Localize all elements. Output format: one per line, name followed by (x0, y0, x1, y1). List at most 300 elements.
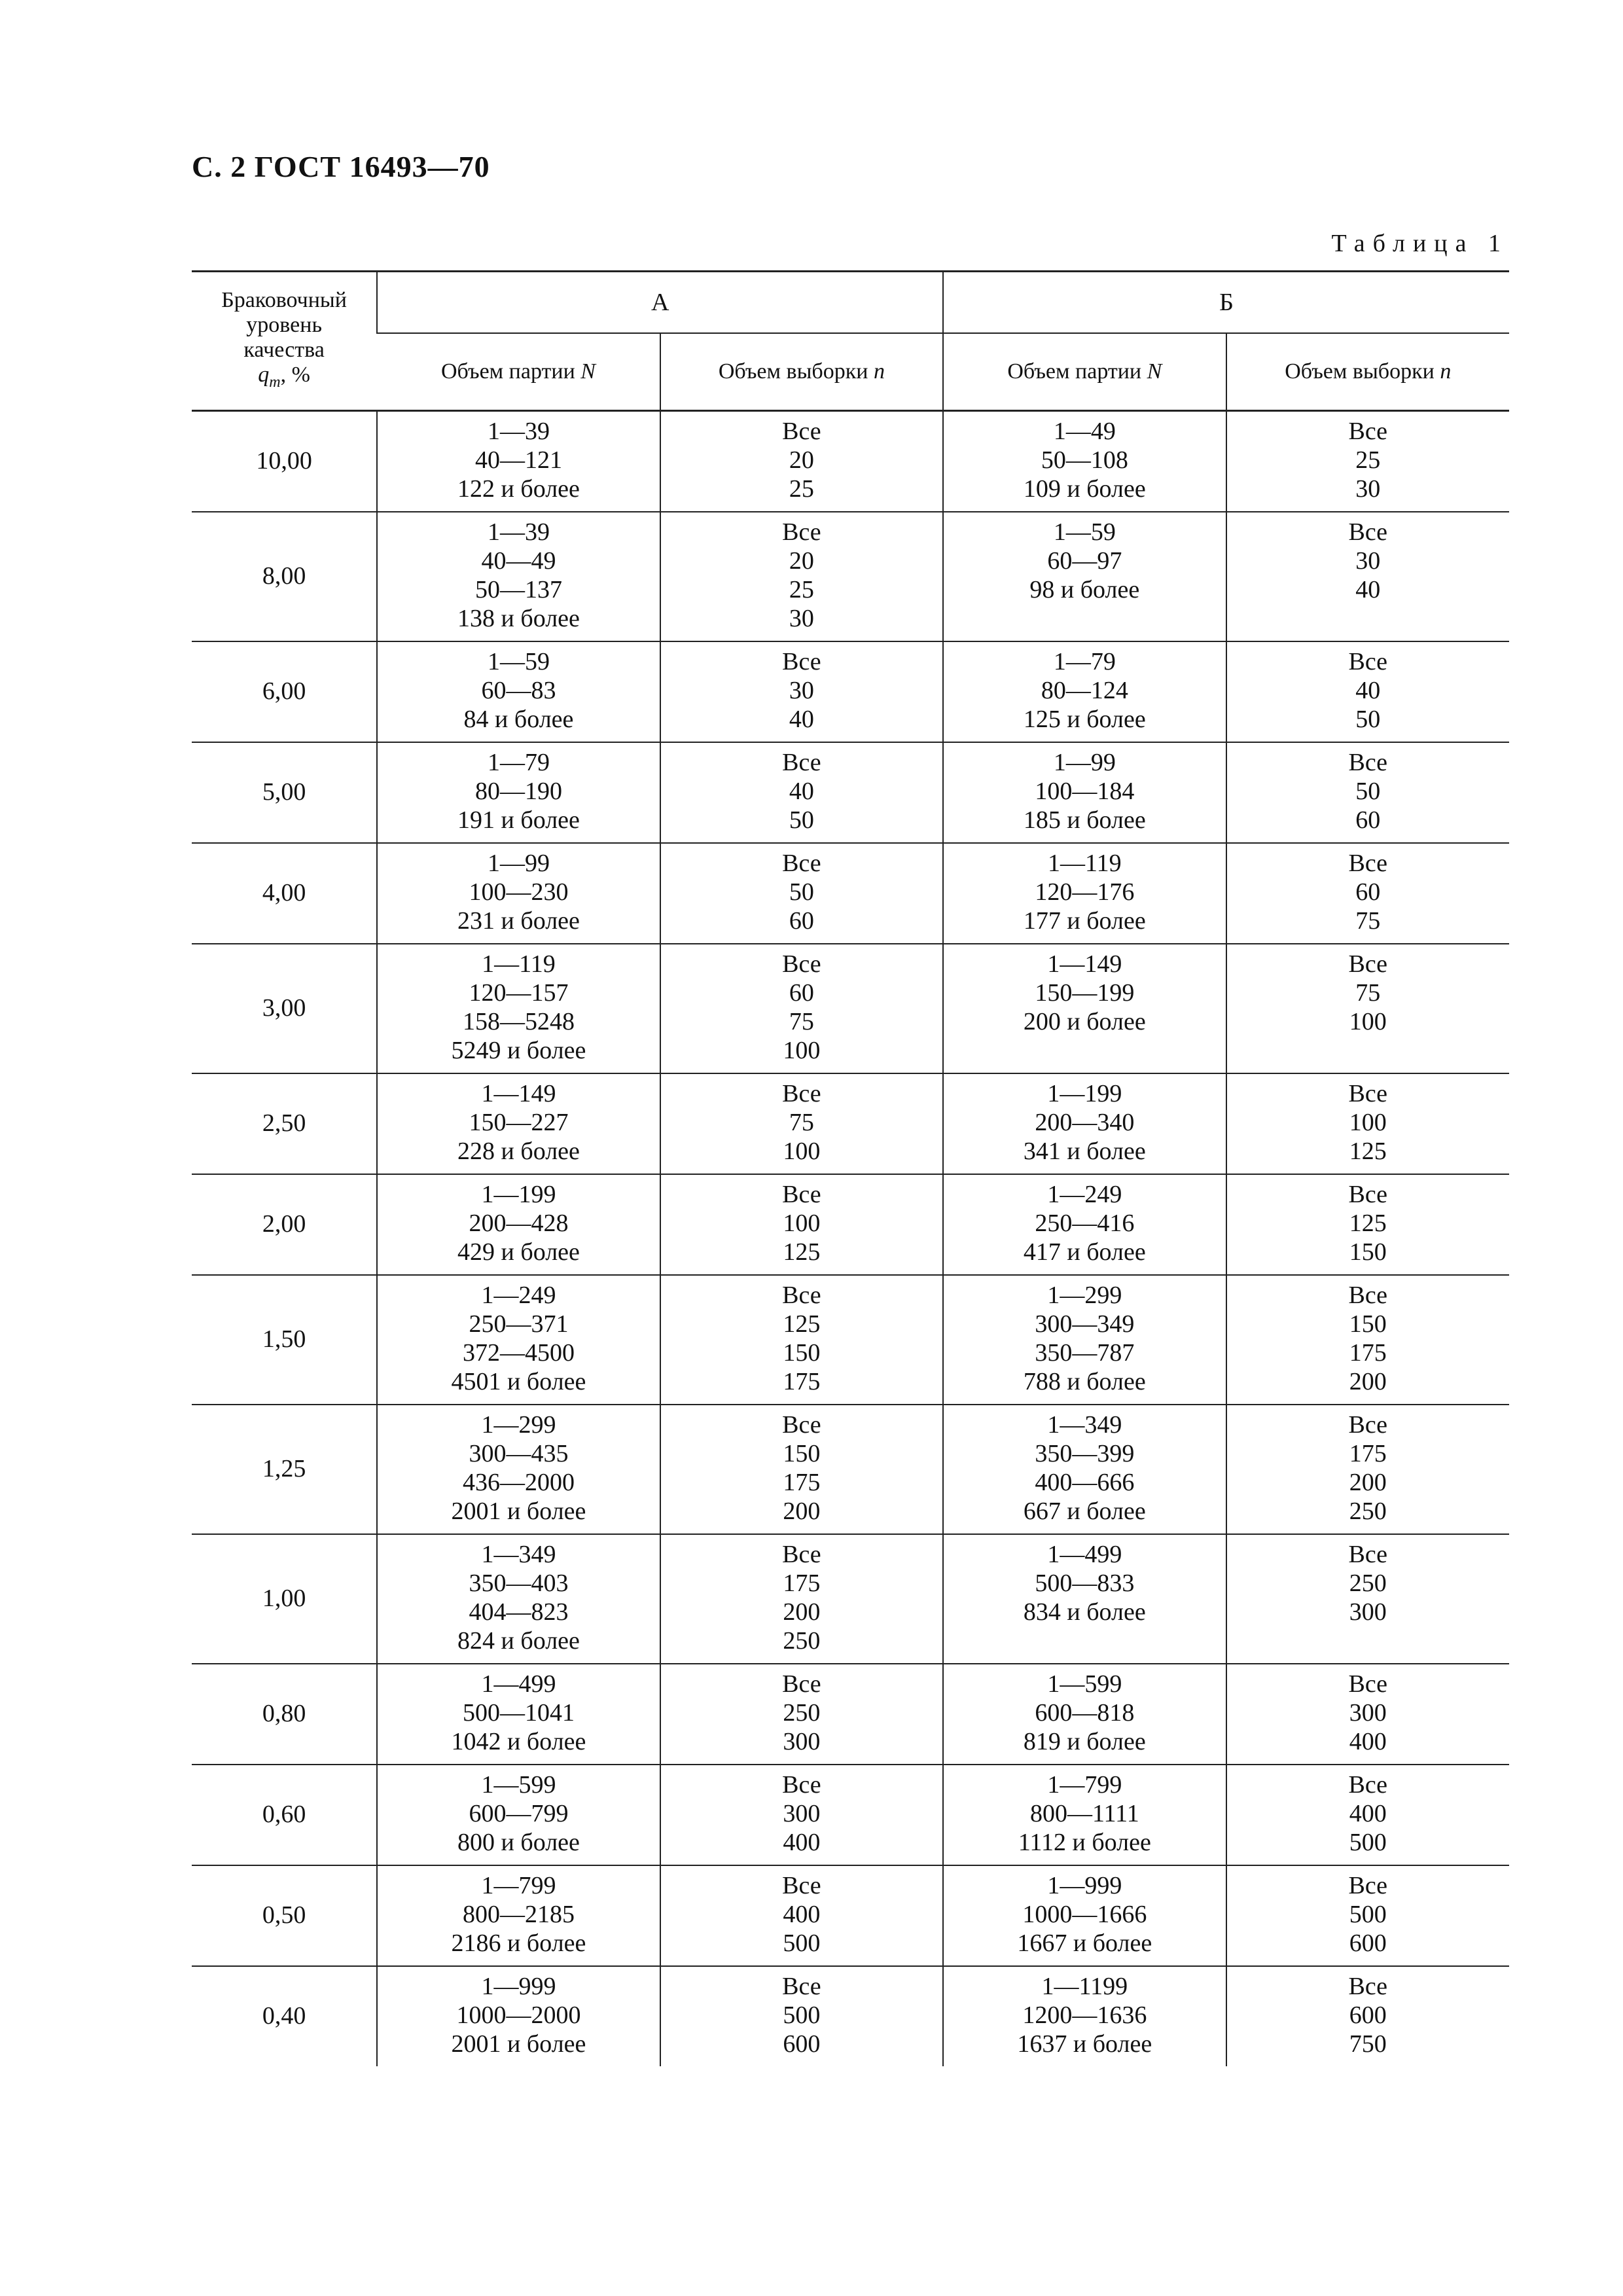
quality-level-cell: 0,50 (192, 1865, 377, 1966)
cell-value: 80—190 (474, 778, 562, 805)
cell-value: Все (1348, 418, 1388, 445)
cell-value: 4501 и более (451, 1368, 586, 1395)
cell-value: 1—149 (481, 1080, 556, 1107)
quality-header-line: Браковочный (221, 287, 347, 312)
quality-level-cell: 10,00 (192, 411, 377, 512)
cell-value: 404—823 (469, 1598, 569, 1626)
cell-value: 50—108 (1041, 446, 1128, 474)
cell-value: 30 (789, 677, 814, 704)
a-lot-size-cell (377, 1865, 660, 1966)
cell-value: 5249 и более (451, 1037, 586, 1064)
cell-value: 500 (783, 1929, 821, 1957)
cell-value: 100 (783, 1210, 821, 1237)
b-lot-size-cell (943, 1405, 1226, 1534)
cell-value: 1—599 (481, 1771, 556, 1799)
sample-size-symbol: n (873, 359, 885, 384)
table-row (192, 512, 1509, 641)
quality-level-cell: 3,00 (192, 944, 377, 1073)
cell-value: 300 (1349, 1699, 1387, 1727)
cell-value: 750 (1349, 2030, 1387, 2058)
b-sample-size-cell (1226, 1405, 1509, 1534)
cell-value: 372—4500 (462, 1339, 575, 1367)
cell-value: 600 (1349, 1929, 1387, 1957)
a-sample-size-cell (660, 944, 943, 1073)
b-sample-size-cell (1226, 512, 1509, 641)
a-sample-size-cell (660, 1073, 943, 1174)
cell-value: 125 (783, 1310, 821, 1338)
b-sample-size-header (1226, 333, 1509, 411)
a-sample-size-cell (660, 1966, 943, 2066)
quality-level-cell: 4,00 (192, 843, 377, 944)
cell-value: 1—1199 (1041, 1973, 1128, 2000)
cell-value: 75 (789, 1109, 814, 1136)
cell-value: 20 (789, 446, 814, 474)
cell-value: 1—49 (1053, 418, 1116, 445)
b-lot-size-cell (943, 1865, 1226, 1966)
b-sample-size-cell (1226, 1966, 1509, 2066)
cell-value: 75 (1355, 907, 1381, 935)
a-sample-size-cell (660, 1275, 943, 1405)
a-sample-size-cell (660, 1405, 943, 1534)
cell-value: 1—39 (487, 418, 550, 445)
cell-value: 1667 и более (1017, 1929, 1152, 1957)
quality-level-cell: 2,00 (192, 1174, 377, 1275)
cell-value: 25 (789, 576, 814, 603)
a-sample-size-cell (660, 1534, 943, 1664)
cell-value: Все (1348, 950, 1388, 978)
cell-value: Все (782, 1872, 821, 1899)
quality-level-header (192, 272, 377, 411)
cell-value: 300 (1349, 1598, 1387, 1626)
cell-value: 120—157 (469, 979, 569, 1007)
sampling-table (192, 270, 1509, 2066)
cell-value: 185 и более (1023, 806, 1146, 834)
cell-value: 667 и более (1023, 1498, 1146, 1525)
table-row (192, 1865, 1509, 1966)
page-header: С. 2 ГОСТ 16493—70 (192, 150, 490, 183)
cell-value: 228 и более (457, 1138, 580, 1165)
cell-value: 60 (1355, 806, 1381, 834)
cell-value: 1112 и более (1018, 1829, 1151, 1856)
cell-value: 75 (789, 1008, 814, 1035)
cell-value: 75 (1355, 979, 1381, 1007)
cell-value: 100 (1349, 1109, 1387, 1136)
cell-value: 84 и более (463, 706, 574, 733)
cell-value: 1—59 (487, 648, 550, 675)
a-lot-size-cell (377, 742, 660, 843)
cell-value: 300—435 (469, 1440, 569, 1467)
q-symbol: q (258, 362, 270, 387)
b-lot-size-cell (943, 512, 1226, 641)
b-lot-size-cell (943, 1664, 1226, 1765)
cell-value: 1—999 (481, 1973, 556, 2000)
cell-value: 1000—1666 (1022, 1901, 1147, 1928)
lot-size-label: Объем партии (1007, 359, 1147, 384)
cell-value: 122 и более (457, 475, 580, 503)
cell-value: 150 (783, 1339, 821, 1367)
cell-value: 30 (1355, 475, 1381, 503)
cell-value: Все (1348, 749, 1388, 776)
cell-value: 1637 и более (1017, 2030, 1152, 2058)
cell-value: Все (1348, 1411, 1388, 1439)
cell-value: 2001 и более (451, 1498, 586, 1525)
cell-value: Все (782, 648, 821, 675)
a-lot-size-cell (377, 1275, 660, 1405)
sample-size-symbol: n (1440, 359, 1452, 384)
cell-value: 1—999 (1047, 1872, 1122, 1899)
b-sample-size-cell (1226, 641, 1509, 742)
table-row (192, 1664, 1509, 1765)
cell-value: 150—199 (1035, 979, 1135, 1007)
table-row (192, 1765, 1509, 1865)
cell-value: 177 и более (1023, 907, 1146, 935)
b-lot-size-cell (943, 843, 1226, 944)
cell-value: 800 и более (457, 1829, 580, 1856)
cell-value: 300 (783, 1800, 821, 1827)
a-lot-size-cell (377, 1664, 660, 1765)
cell-value: 417 и более (1023, 1238, 1146, 1266)
b-lot-size-cell (943, 1765, 1226, 1865)
cell-value: Все (782, 1771, 821, 1799)
cell-value: 500 (1349, 1829, 1387, 1856)
cell-value: Все (1348, 648, 1388, 675)
a-sample-size-cell (660, 843, 943, 944)
quality-level-cell: 0,80 (192, 1664, 377, 1765)
a-sample-size-cell (660, 742, 943, 843)
table-caption: Таблица 1 (1331, 230, 1508, 257)
cell-value: 1—99 (487, 850, 550, 877)
b-lot-size-cell (943, 742, 1226, 843)
cell-value: Все (1348, 1670, 1388, 1698)
cell-value: 1—499 (1047, 1541, 1122, 1568)
b-sample-size-cell (1226, 1865, 1509, 1966)
cell-value: 50—137 (474, 576, 562, 603)
group-a-header: А (377, 272, 943, 334)
cell-value: 1—249 (481, 1282, 556, 1309)
table-row (192, 1405, 1509, 1534)
cell-value: Все (782, 1181, 821, 1208)
table-header (192, 272, 1509, 411)
cell-value: Все (782, 518, 821, 546)
b-sample-size-cell (1226, 1174, 1509, 1275)
cell-value: 1—119 (482, 950, 556, 978)
cell-value: 60—83 (481, 677, 556, 704)
cell-value: 1—39 (487, 518, 550, 546)
cell-value: 138 и более (457, 605, 580, 632)
b-sample-size-cell (1226, 1534, 1509, 1664)
cell-value: 50 (1355, 778, 1381, 805)
cell-value: Все (1348, 850, 1388, 877)
quality-level-cell: 1,50 (192, 1275, 377, 1405)
quality-level-cell: 6,00 (192, 641, 377, 742)
cell-value: 1—299 (1047, 1282, 1122, 1309)
cell-value: 125 и более (1023, 706, 1146, 733)
a-sample-size-header (660, 333, 943, 411)
table-row (192, 1966, 1509, 2066)
cell-value: 1—79 (1053, 648, 1116, 675)
cell-value: 350—787 (1035, 1339, 1135, 1367)
cell-value: 200 (783, 1598, 821, 1626)
a-lot-size-cell (377, 512, 660, 641)
a-sample-size-cell (660, 1664, 943, 1765)
cell-value: 60 (789, 907, 814, 935)
a-lot-size-cell (377, 641, 660, 742)
cell-value: 400 (1349, 1728, 1387, 1755)
cell-value: 100—184 (1035, 778, 1135, 805)
lot-size-label: Объем партии (440, 359, 581, 384)
cell-value: 175 (783, 1368, 821, 1395)
cell-value: 100 (783, 1037, 821, 1064)
cell-value: Все (1348, 1282, 1388, 1309)
cell-value: Все (782, 950, 821, 978)
a-lot-size-cell (377, 1765, 660, 1865)
cell-value: 50 (789, 878, 814, 906)
a-sample-size-cell (660, 1865, 943, 1966)
sample-size-label: Объем выборки (1285, 359, 1440, 384)
a-lot-size-cell (377, 1174, 660, 1275)
quality-header-symbol (192, 363, 376, 395)
percent-unit: , % (280, 362, 310, 387)
cell-value: 1—799 (481, 1872, 556, 1899)
cell-value: 250 (1349, 1498, 1387, 1525)
b-lot-size-cell (943, 1073, 1226, 1174)
cell-value: 1—249 (1047, 1181, 1122, 1208)
cell-value: 175 (1349, 1339, 1387, 1367)
cell-value: 1—349 (1047, 1411, 1122, 1439)
cell-value: 100—230 (469, 878, 569, 906)
b-lot-size-cell (943, 1174, 1226, 1275)
cell-value: 40 (789, 706, 814, 733)
table-row (192, 1275, 1509, 1405)
table-row (192, 411, 1509, 512)
cell-value: Все (1348, 1771, 1388, 1799)
a-sample-size-cell (660, 1765, 943, 1865)
cell-value: 1042 и более (451, 1728, 586, 1755)
cell-value: Все (782, 418, 821, 445)
cell-value: 175 (1349, 1440, 1387, 1467)
cell-value: Все (1348, 1973, 1388, 2000)
cell-value: 500 (1349, 1901, 1387, 1928)
cell-value: 80—124 (1041, 677, 1128, 704)
cell-value: 341 и более (1023, 1138, 1146, 1165)
cell-value: 350—403 (469, 1570, 569, 1597)
table-body (192, 411, 1509, 2067)
lot-size-symbol: N (580, 359, 596, 384)
cell-value: 109 и более (1023, 475, 1146, 503)
quality-header-line: уровень (246, 312, 322, 337)
cell-value: 1—499 (481, 1670, 556, 1698)
cell-value: 50 (789, 806, 814, 834)
cell-value: 500—1041 (462, 1699, 575, 1727)
b-sample-size-cell (1226, 1664, 1509, 1765)
quality-level-cell: 5,00 (192, 742, 377, 843)
cell-value: 1—119 (1048, 850, 1122, 877)
cell-value: 98 и более (1029, 576, 1140, 603)
cell-value: 1—149 (1047, 950, 1122, 978)
cell-value: Все (1348, 1541, 1388, 1568)
quality-level-cell: 1,00 (192, 1534, 377, 1664)
cell-value: 834 и более (1023, 1598, 1146, 1626)
b-lot-size-cell (943, 1534, 1226, 1664)
cell-value: 1200—1636 (1022, 2001, 1147, 2029)
cell-value: 600 (783, 2030, 821, 2058)
cell-value: 200 (1349, 1368, 1387, 1395)
cell-value: 175 (783, 1469, 821, 1496)
b-lot-size-header (943, 333, 1226, 411)
cell-value: 40 (1355, 576, 1381, 603)
cell-value: 1—199 (481, 1181, 556, 1208)
cell-value: 150—227 (469, 1109, 569, 1136)
cell-value: 120—176 (1035, 878, 1135, 906)
a-lot-size-cell (377, 944, 660, 1073)
cell-value: 1—59 (1053, 518, 1116, 546)
cell-value: 25 (1355, 446, 1381, 474)
cell-value: 250 (783, 1627, 821, 1655)
b-sample-size-cell (1226, 843, 1509, 944)
a-sample-size-cell (660, 1174, 943, 1275)
cell-value: Все (782, 1282, 821, 1309)
b-lot-size-cell (943, 1966, 1226, 2066)
a-lot-size-cell (377, 411, 660, 512)
cell-value: 25 (789, 475, 814, 503)
cell-value: 40—121 (474, 446, 562, 474)
cell-value: 40—49 (481, 547, 556, 575)
b-sample-size-cell (1226, 742, 1509, 843)
cell-value: 125 (783, 1238, 821, 1266)
cell-value: Все (1348, 518, 1388, 546)
quality-header-line: качества (243, 337, 325, 362)
cell-value: 819 и более (1023, 1728, 1146, 1755)
cell-value: 100 (783, 1138, 821, 1165)
cell-value: 158—5248 (462, 1008, 575, 1035)
cell-value: 50 (1355, 706, 1381, 733)
cell-value: 30 (1355, 547, 1381, 575)
quality-level-cell: 8,00 (192, 512, 377, 641)
cell-value: Все (782, 1670, 821, 1698)
cell-value: 200 и более (1023, 1008, 1146, 1035)
b-lot-size-cell (943, 944, 1226, 1073)
a-lot-size-cell (377, 843, 660, 944)
cell-value: 100 (1349, 1008, 1387, 1035)
b-lot-size-cell (943, 641, 1226, 742)
cell-value: 1—79 (487, 749, 550, 776)
table-row (192, 742, 1509, 843)
quality-level-cell: 1,25 (192, 1405, 377, 1534)
a-sample-size-cell (660, 641, 943, 742)
cell-value: 1—349 (481, 1541, 556, 1568)
lot-size-symbol: N (1147, 359, 1162, 384)
cell-value: 2001 и более (451, 2030, 586, 2058)
quality-level-cell: 0,40 (262, 2002, 306, 2030)
cell-value: 824 и более (457, 1627, 580, 1655)
sample-size-label: Объем выборки (718, 359, 874, 384)
cell-value: 436—2000 (462, 1469, 575, 1496)
b-sample-size-cell (1226, 411, 1509, 512)
cell-value: 1—199 (1047, 1080, 1122, 1107)
cell-value: 125 (1349, 1138, 1387, 1165)
cell-value: 800—1111 (1029, 1800, 1139, 1827)
a-lot-size-cell (377, 1966, 660, 2066)
cell-value: 40 (1355, 677, 1381, 704)
b-lot-size-cell (943, 1275, 1226, 1405)
cell-value: Все (782, 1080, 821, 1107)
cell-value: 191 и более (457, 806, 580, 834)
cell-value: Все (1348, 1181, 1388, 1208)
b-sample-size-cell (1226, 1073, 1509, 1174)
cell-value: 400 (783, 1829, 821, 1856)
cell-value: 60 (1355, 878, 1381, 906)
a-lot-size-cell (377, 1405, 660, 1534)
cell-value: 1—299 (481, 1411, 556, 1439)
a-lot-size-header (377, 333, 660, 411)
cell-value: Все (782, 850, 821, 877)
cell-value: 200 (1349, 1469, 1387, 1496)
cell-value: Все (782, 1973, 821, 2000)
cell-value: 150 (783, 1440, 821, 1467)
cell-value: 400 (1349, 1800, 1387, 1827)
a-lot-size-cell (377, 1073, 660, 1174)
b-lot-size-cell (943, 411, 1226, 512)
cell-value: Все (1348, 1872, 1388, 1899)
cell-value: 200—340 (1035, 1109, 1135, 1136)
cell-value: 1—799 (1047, 1771, 1122, 1799)
cell-value: 150 (1349, 1310, 1387, 1338)
table-row (192, 1073, 1509, 1174)
cell-value: 600 (1349, 2001, 1387, 2029)
cell-value: 250 (1349, 1570, 1387, 1597)
b-sample-size-cell (1226, 1275, 1509, 1405)
cell-value: 600—799 (469, 1800, 569, 1827)
cell-value: 60—97 (1047, 547, 1122, 575)
table-row (192, 641, 1509, 742)
cell-value: 600—818 (1035, 1699, 1135, 1727)
cell-value: 250 (783, 1699, 821, 1727)
group-b-header: Б (943, 272, 1509, 334)
cell-value: 175 (783, 1570, 821, 1597)
cell-value: 150 (1349, 1238, 1387, 1266)
cell-value: 200—428 (469, 1210, 569, 1237)
cell-value: 231 и более (457, 907, 580, 935)
cell-value: 1—599 (1047, 1670, 1122, 1698)
cell-value: 788 и более (1023, 1368, 1146, 1395)
quality-level-cell: 2,50 (192, 1073, 377, 1174)
cell-value: 200 (783, 1498, 821, 1525)
cell-value: 800—2185 (462, 1901, 575, 1928)
cell-value: 1—99 (1053, 749, 1116, 776)
m-subscript: m (269, 373, 281, 391)
cell-value: 500 (783, 2001, 821, 2029)
cell-value: Все (782, 749, 821, 776)
table-row (192, 843, 1509, 944)
a-sample-size-cell (660, 411, 943, 512)
table-row (192, 1174, 1509, 1275)
b-sample-size-cell (1226, 944, 1509, 1073)
cell-value: 250—371 (469, 1310, 569, 1338)
cell-value: 40 (789, 778, 814, 805)
table-row (192, 944, 1509, 1073)
cell-value: 250—416 (1035, 1210, 1135, 1237)
cell-value: 1000—2000 (456, 2001, 581, 2029)
cell-value: 350—399 (1035, 1440, 1135, 1467)
cell-value: Все (782, 1411, 821, 1439)
quality-level-cell: 0,60 (192, 1765, 377, 1865)
cell-value: 2186 и более (451, 1929, 586, 1957)
cell-value: 400—666 (1035, 1469, 1135, 1496)
a-lot-size-cell (377, 1534, 660, 1664)
a-sample-size-cell (660, 512, 943, 641)
cell-value: 300—349 (1035, 1310, 1135, 1338)
cell-value: Все (1348, 1080, 1388, 1107)
